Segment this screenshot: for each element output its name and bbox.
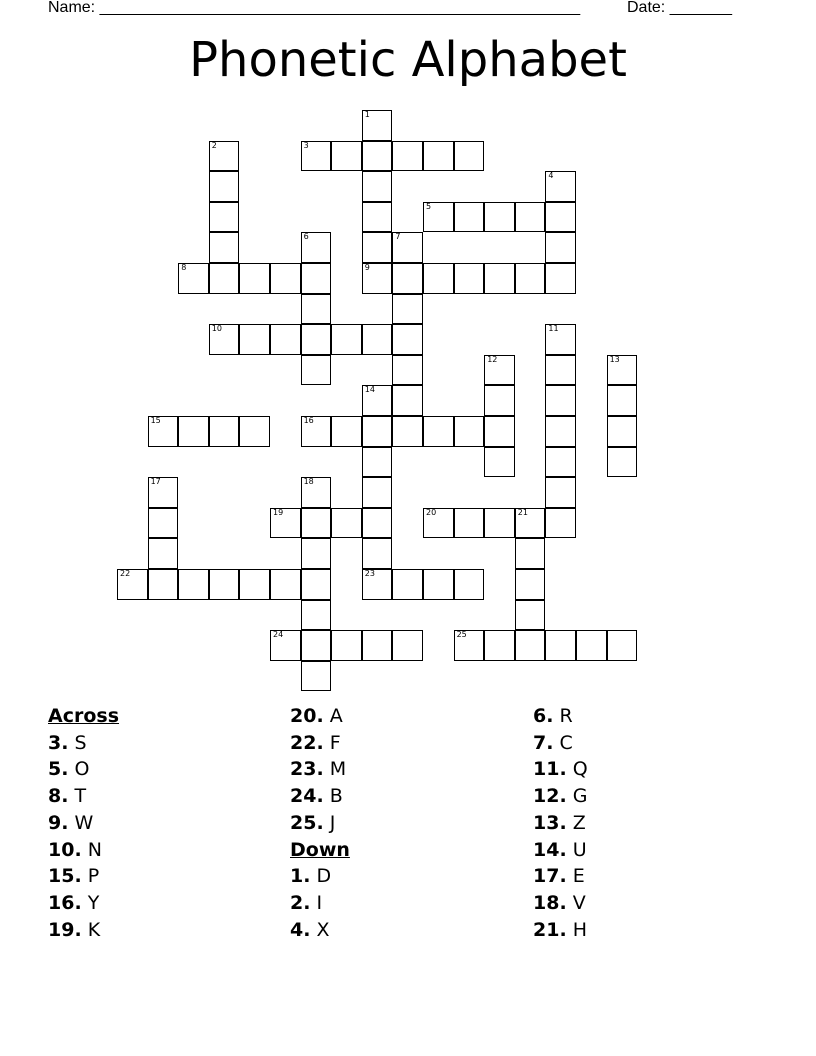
grid-cell[interactable] (515, 569, 546, 600)
grid-cell[interactable] (270, 508, 301, 539)
clue-number: 10 (211, 324, 222, 334)
clue-item-number: 25. (290, 811, 324, 834)
grid-cell[interactable] (178, 569, 209, 600)
grid-cell[interactable] (301, 630, 332, 661)
clue-number: 7 (395, 232, 401, 242)
clue-item-number: 10. (48, 838, 82, 861)
grid-cell[interactable] (484, 508, 515, 539)
grid-cell[interactable] (270, 263, 301, 294)
grid-cell[interactable] (148, 416, 179, 447)
clue-item (48, 783, 119, 810)
clue-item-number: 14. (533, 838, 567, 861)
grid-cell[interactable] (362, 385, 393, 416)
clue-item-text: G (572, 785, 588, 808)
date-field-label: Date: _______ (627, 0, 732, 16)
grid-cell[interactable] (331, 416, 362, 447)
clue-item-text: X (316, 918, 330, 941)
clue-item (290, 730, 350, 757)
clue-item-text: Q (572, 758, 588, 781)
grid-cell[interactable] (362, 171, 393, 202)
clue-number: 5 (426, 201, 432, 211)
grid-cell[interactable] (545, 477, 576, 508)
clue-number: 15 (150, 416, 161, 425)
clue-item (48, 756, 119, 783)
grid-cell[interactable] (239, 263, 270, 294)
grid-cell[interactable] (209, 202, 240, 233)
grid-cell[interactable] (454, 508, 485, 539)
grid-cell[interactable] (545, 324, 576, 355)
grid-cell[interactable] (239, 569, 270, 600)
clue-item-number: 5. (48, 758, 69, 781)
clue-item-text: O (74, 758, 90, 781)
clue-item (290, 783, 350, 810)
clue-item (290, 810, 350, 837)
clue-item (533, 810, 588, 837)
page-title: Phonetic Alphabet (189, 32, 627, 88)
grid-cell[interactable] (301, 324, 332, 355)
clue-item-text: J (329, 811, 336, 834)
grid-cell[interactable] (362, 508, 393, 539)
clue-number: 22 (120, 569, 131, 578)
clue-item-number: 19. (48, 918, 82, 941)
grid-cell[interactable] (301, 538, 332, 569)
grid-cell[interactable] (515, 630, 546, 661)
grid-cell[interactable] (392, 630, 423, 661)
grid-cell[interactable] (423, 508, 454, 539)
grid-cell[interactable] (607, 385, 638, 416)
grid-cell[interactable] (178, 263, 209, 294)
clue-item (533, 863, 588, 890)
grid-cell[interactable] (545, 416, 576, 447)
grid-cell[interactable] (607, 447, 638, 478)
grid-cell[interactable] (301, 477, 332, 508)
grid-cell[interactable] (209, 171, 240, 202)
clue-item (48, 810, 119, 837)
clue-item (533, 890, 588, 917)
clue-number: 12 (487, 354, 498, 364)
clue-item-number: 2. (290, 891, 311, 914)
clue-item-number: 22. (290, 731, 324, 754)
clue-item-number: 8. (48, 785, 69, 808)
grid-cell[interactable] (515, 263, 546, 294)
clue-column-1 (48, 703, 119, 943)
grid-cell[interactable] (607, 355, 638, 386)
clue-item-text: D (316, 865, 332, 888)
clue-item (48, 890, 119, 917)
grid-cell[interactable] (454, 141, 485, 172)
grid-cell[interactable] (484, 630, 515, 661)
clue-item-text: V (572, 891, 586, 914)
clue-number: 18 (303, 477, 314, 487)
clue-item (533, 917, 588, 944)
grid-cell[interactable] (301, 416, 332, 447)
grid-cell[interactable] (454, 202, 485, 233)
grid-cell[interactable] (515, 508, 546, 539)
clue-number: 17 (150, 477, 161, 487)
grid-cell[interactable] (423, 202, 454, 233)
clue-item-number: 6. (533, 705, 554, 727)
grid-cell[interactable] (576, 630, 607, 661)
grid-cell[interactable] (423, 263, 454, 294)
grid-cell[interactable] (209, 141, 240, 172)
clue-item-number: 12. (533, 785, 567, 808)
grid-cell[interactable] (423, 569, 454, 600)
clue-item-text: M (329, 758, 347, 781)
grid-cell[interactable] (392, 232, 423, 263)
grid-cell[interactable] (178, 416, 209, 447)
grid-cell[interactable] (148, 538, 179, 569)
clue-item-text: N (87, 838, 102, 861)
grid-cell[interactable] (392, 294, 423, 325)
clue-item-text: Z (572, 811, 586, 834)
clue-number: 13 (609, 354, 620, 364)
grid-cell[interactable] (545, 508, 576, 539)
clue-item (533, 703, 588, 730)
grid-cell[interactable] (239, 416, 270, 447)
grid-cell[interactable] (209, 324, 240, 355)
grid-cell[interactable] (454, 630, 485, 661)
clue-number: 11 (548, 324, 559, 334)
clue-item (533, 730, 588, 757)
grid-cell[interactable] (607, 416, 638, 447)
grid-cell[interactable] (392, 141, 423, 172)
clue-item-text: F (329, 731, 341, 754)
grid-cell[interactable] (392, 263, 423, 294)
clue-item-number: 17. (533, 865, 567, 888)
clue-item-text: U (572, 838, 587, 861)
grid-cell[interactable] (270, 569, 301, 600)
grid-cell[interactable] (607, 630, 638, 661)
grid-cell[interactable] (209, 232, 240, 263)
grid-cell[interactable] (362, 447, 393, 478)
grid-cell[interactable] (392, 416, 423, 447)
grid-cell[interactable] (545, 630, 576, 661)
grid-cell[interactable] (515, 538, 546, 569)
grid-cell[interactable] (331, 630, 362, 661)
clue-item-number: 16. (48, 891, 82, 914)
grid-cell[interactable] (209, 569, 240, 600)
clue-number: 2 (211, 140, 217, 150)
clue-item (533, 783, 588, 810)
clue-item-text: S (74, 731, 87, 754)
grid-cell[interactable] (301, 294, 332, 325)
grid-cell[interactable] (148, 477, 179, 508)
grid-cell[interactable] (270, 630, 301, 661)
grid-cell[interactable] (392, 324, 423, 355)
clue-item-number: 18. (533, 891, 567, 914)
grid-cell[interactable] (362, 416, 393, 447)
clue-item-text: C (559, 731, 573, 754)
grid-cell[interactable] (545, 385, 576, 416)
grid-cell[interactable] (515, 600, 546, 631)
clue-item-text: I (316, 891, 323, 914)
clue-item (290, 756, 350, 783)
grid-cell[interactable] (148, 508, 179, 539)
grid-cell[interactable] (484, 385, 515, 416)
clue-item-number: 15. (48, 865, 82, 888)
clue-item-number: 13. (533, 811, 567, 834)
grid-cell[interactable] (484, 447, 515, 478)
grid-cell[interactable] (331, 508, 362, 539)
clue-section-heading: Across (48, 705, 120, 727)
grid-cell[interactable] (301, 263, 332, 294)
clue-item (290, 703, 350, 730)
clue-number: 14 (364, 385, 375, 395)
clue-item (290, 917, 350, 944)
grid-cell[interactable] (362, 110, 393, 141)
clue-item-text: B (329, 785, 343, 808)
clue-item (290, 863, 350, 890)
grid-cell[interactable] (117, 569, 148, 600)
clue-number: 25 (456, 630, 467, 640)
clue-number: 6 (303, 232, 309, 242)
clue-item-text: W (74, 811, 94, 834)
grid-cell[interactable] (148, 569, 179, 600)
clue-number: 1 (364, 110, 370, 119)
grid-cell[interactable] (454, 263, 485, 294)
grid-cell[interactable] (362, 324, 393, 355)
grid-cell[interactable] (362, 232, 393, 263)
grid-cell[interactable] (423, 416, 454, 447)
clue-number: 8 (181, 263, 187, 272)
grid-cell[interactable] (209, 416, 240, 447)
clue-number: 16 (303, 416, 314, 425)
grid-cell[interactable] (270, 324, 301, 355)
clue-column-2 (290, 703, 350, 943)
clue-item (48, 863, 119, 890)
clue-number: 23 (364, 569, 375, 578)
grid-cell[interactable] (362, 141, 393, 172)
clue-item-text: R (559, 705, 573, 727)
grid-cell[interactable] (392, 385, 423, 416)
clue-column-3 (533, 703, 588, 943)
grid-cell[interactable] (484, 355, 515, 386)
grid-cell[interactable] (392, 569, 423, 600)
grid-cell[interactable] (331, 141, 362, 172)
clue-number: 21 (517, 507, 528, 517)
clue-item-number: 3. (48, 731, 69, 754)
grid-cell[interactable] (454, 416, 485, 447)
clue-item (533, 837, 588, 864)
clue-item-number: 9. (48, 811, 69, 834)
clue-number: 9 (364, 263, 370, 272)
clue-item-text: E (572, 865, 585, 888)
clue-item-number: 1. (290, 865, 311, 888)
grid-cell[interactable] (392, 355, 423, 386)
grid-cell[interactable] (362, 202, 393, 233)
grid-cell[interactable] (545, 232, 576, 263)
grid-cell[interactable] (301, 661, 332, 692)
clue-item-number: 23. (290, 758, 324, 781)
grid-cell[interactable] (331, 324, 362, 355)
clue-item-text: P (87, 865, 100, 888)
grid-cell[interactable] (545, 263, 576, 294)
grid-cell[interactable] (301, 600, 332, 631)
grid-cell[interactable] (454, 569, 485, 600)
clue-item (290, 890, 350, 917)
grid-cell[interactable] (545, 355, 576, 386)
grid-cell[interactable] (515, 202, 546, 233)
clue-item-text: A (329, 705, 343, 727)
grid-cell[interactable] (484, 263, 515, 294)
clue-item-number: 11. (533, 758, 567, 781)
grid-cell[interactable] (362, 263, 393, 294)
clue-item (48, 917, 119, 944)
grid-cell[interactable] (545, 202, 576, 233)
clue-item-text: K (87, 918, 101, 941)
clue-item-number: 21. (533, 918, 567, 941)
clue-number: 3 (303, 140, 309, 150)
name-field-label: Name: ______________________________________________________ (48, 0, 581, 16)
grid-cell[interactable] (362, 630, 393, 661)
clue-item-text: T (74, 785, 87, 808)
grid-cell[interactable] (362, 477, 393, 508)
grid-cell[interactable] (362, 569, 393, 600)
grid-cell[interactable] (484, 202, 515, 233)
grid-cell[interactable] (301, 569, 332, 600)
clue-number: 4 (548, 171, 554, 181)
clue-number: 19 (273, 507, 284, 517)
clue-item (48, 730, 119, 757)
grid-cell[interactable] (209, 263, 240, 294)
grid-cell[interactable] (362, 538, 393, 569)
grid-cell[interactable] (301, 141, 332, 172)
clue-item (533, 756, 588, 783)
clue-item-number: 4. (290, 918, 311, 941)
clue-number: 20 (426, 507, 437, 517)
grid-cell[interactable] (301, 508, 332, 539)
clue-item (48, 837, 119, 864)
clue-item-text: Y (87, 891, 100, 914)
clue-item-text: H (572, 918, 588, 941)
clue-item-number: 24. (290, 785, 324, 808)
grid-cell[interactable] (545, 171, 576, 202)
clue-item-number: 7. (533, 731, 554, 754)
grid-cell[interactable] (239, 324, 270, 355)
grid-cell[interactable] (301, 232, 332, 263)
clue-number: 24 (273, 630, 284, 640)
grid-cell[interactable] (545, 447, 576, 478)
clue-item-number: 20. (290, 705, 324, 727)
grid-cell[interactable] (484, 416, 515, 447)
clue-section-heading: Down (290, 838, 350, 861)
grid-cell[interactable] (301, 355, 332, 386)
grid-cell[interactable] (423, 141, 454, 172)
